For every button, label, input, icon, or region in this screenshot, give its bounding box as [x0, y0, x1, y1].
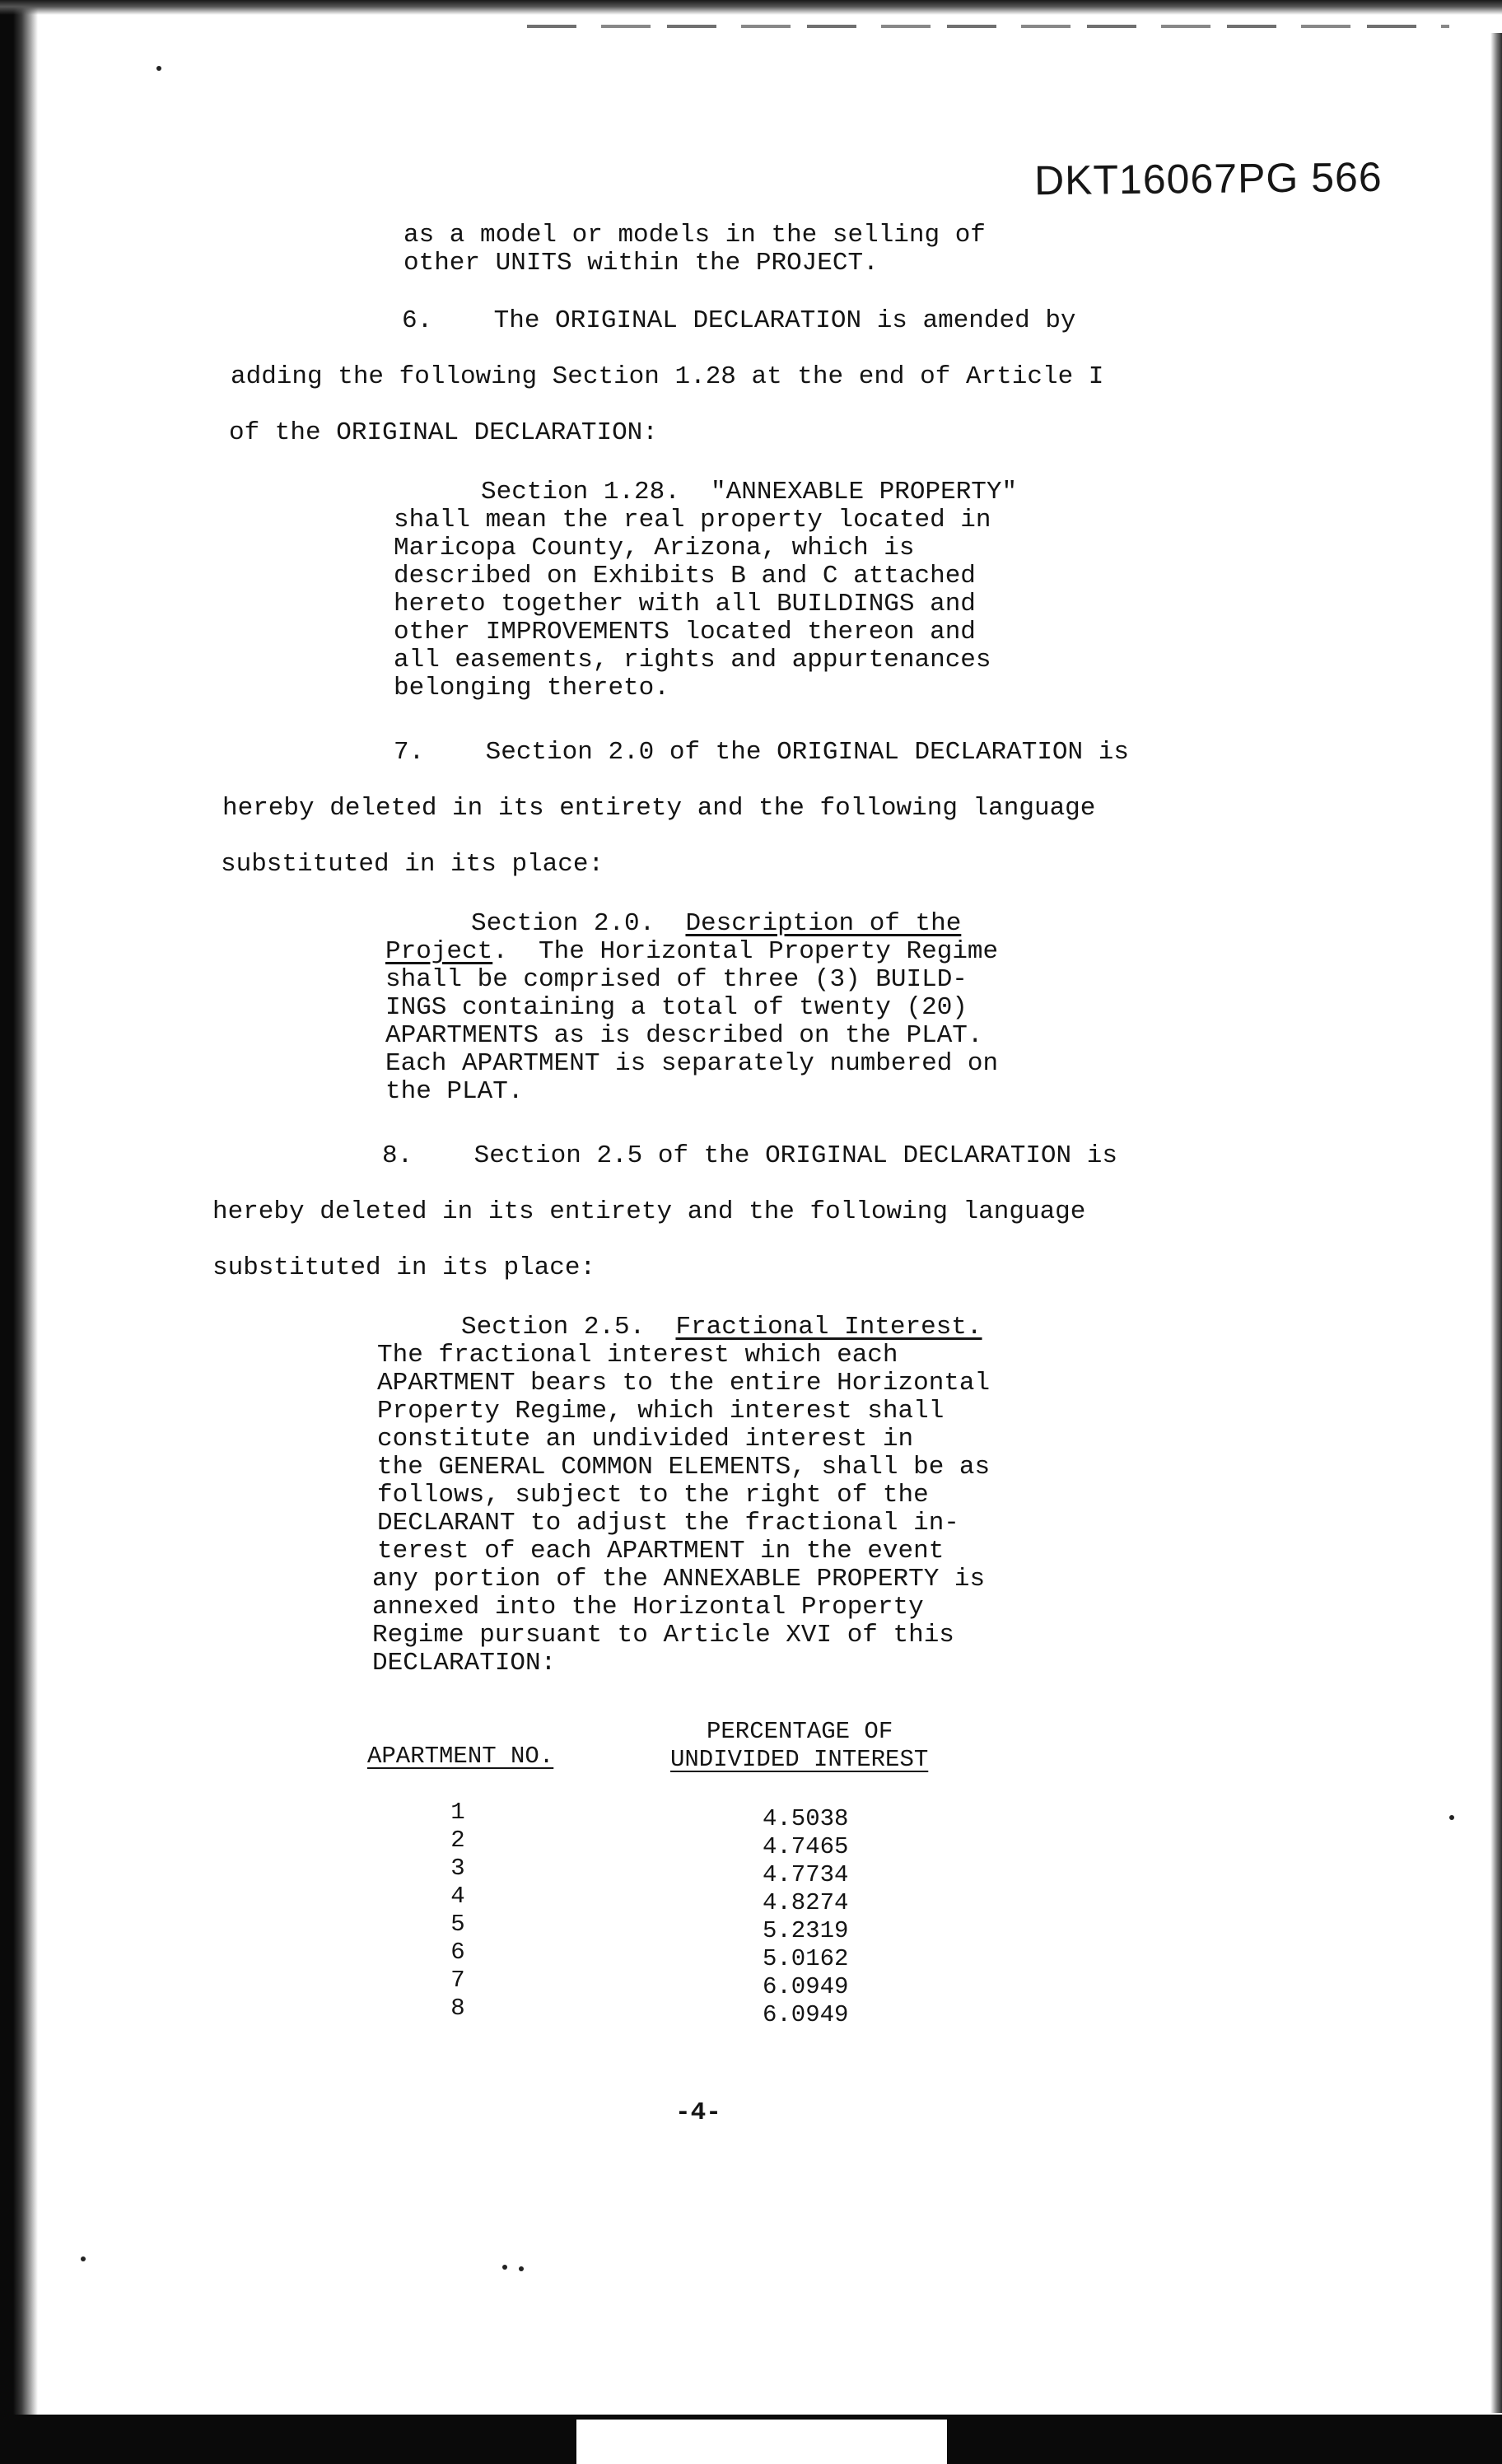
- section-1-28-quote: hereto together with all BUILDINGS and: [394, 590, 976, 618]
- interest-percentage: 4.5038: [763, 1805, 849, 1832]
- section-2-0-quote: the PLAT.: [385, 1077, 524, 1106]
- section-2-0-text: . The Horizontal Property Regime: [492, 937, 999, 966]
- scan-edge-bottom-gap: [576, 2420, 947, 2464]
- scan-speck: [81, 2256, 86, 2261]
- section-1-28-quote: Section 1.28. "ANNEXABLE PROPERTY": [481, 478, 1018, 506]
- section-2-0-quote: INGS containing a total of twenty (20): [385, 993, 968, 1022]
- interest-percentage: 4.7734: [763, 1861, 849, 1888]
- scan-edge-left: [0, 0, 38, 2464]
- section-2-5-quote: DECLARATION:: [372, 1649, 557, 1678]
- apartment-number: 3: [450, 1855, 465, 1882]
- interest-percentage: 6.0949: [763, 1973, 849, 2000]
- scan-streak-top: [527, 25, 1449, 28]
- paragraph-7-line: hereby deleted in its entirety and the following language: [222, 794, 1096, 823]
- table-header-undivided: UNDIVIDED INTEREST: [670, 1746, 929, 1773]
- paragraph-6-line: adding the following Section 1.28 at the end of Article I: [231, 362, 1104, 391]
- apartment-number: 6: [450, 1939, 465, 1966]
- paragraph-7-line: substituted in its place:: [221, 850, 604, 879]
- section-2-5-quote: Regime pursuant to Article XVI of this: [372, 1621, 954, 1650]
- section-2-0-quote: shall be comprised of three (3) BUILD-: [385, 965, 968, 994]
- table-header-percentage: PERCENTAGE OF: [707, 1718, 893, 1745]
- scan-speck: [519, 2266, 524, 2271]
- section-2-0-heading: Description of the: [685, 909, 962, 938]
- scan-speck: [156, 66, 161, 71]
- table-header-apartment: APARTMENT NO.: [367, 1743, 554, 1770]
- section-2-0-label: Section 2.0.: [471, 909, 686, 938]
- section-2-0-quote: Each APARTMENT is separately numbered on: [385, 1049, 999, 1078]
- section-2-5-label: Section 2.5.: [461, 1313, 676, 1342]
- paragraph-6-line: of the ORIGINAL DECLARATION:: [229, 418, 658, 447]
- interest-percentage: 6.0949: [763, 2001, 849, 2028]
- section-1-28-quote: shall mean the real property located in: [394, 506, 991, 534]
- apartment-number: 1: [450, 1799, 465, 1826]
- section-2-5-quote: constitute an undivided interest in: [377, 1425, 914, 1454]
- apartment-number: 7: [450, 1967, 465, 1994]
- section-1-28-quote: other IMPROVEMENTS located thereon and: [394, 618, 976, 646]
- apartment-number: 2: [450, 1827, 465, 1854]
- section-2-5-quote: any portion of the ANNEXABLE PROPERTY is: [372, 1565, 986, 1594]
- section-1-28-quote: Maricopa County, Arizona, which is: [394, 534, 915, 562]
- recording-stamp: DKT16067PG 566: [1033, 153, 1383, 204]
- apartment-number: 5: [450, 1911, 465, 1938]
- paragraph-8-line: substituted in its place:: [212, 1253, 596, 1282]
- paragraph-7-line: 7. Section 2.0 of the ORIGINAL DECLARATION is: [394, 738, 1129, 767]
- section-2-0-heading-cont: Project: [385, 937, 493, 966]
- section-2-5-quote: the GENERAL COMMON ELEMENTS, shall be as: [377, 1453, 991, 1482]
- scan-speck: [1449, 1815, 1454, 1820]
- interest-percentage: 5.0162: [763, 1945, 849, 1972]
- section-1-28-quote: all easements, rights and appurtenances: [394, 646, 991, 674]
- paragraph-6-line: 6. The ORIGINAL DECLARATION is amended by: [402, 306, 1076, 335]
- interest-percentage: 4.8274: [763, 1889, 849, 1916]
- section-2-5-quote: Property Regime, which interest shall: [377, 1397, 945, 1426]
- section-2-0-quote: [471, 909, 961, 939]
- apartment-number: 8: [450, 1995, 465, 2022]
- apartment-number: 4: [450, 1883, 465, 1910]
- scan-edge-top: [0, 0, 1502, 15]
- section-1-28-quote: belonging thereto.: [394, 674, 669, 702]
- section-2-5-heading: Fractional Interest.: [675, 1313, 982, 1342]
- text-line: other UNITS within the PROJECT.: [403, 249, 879, 278]
- text-line: as a model or models in the selling of: [403, 221, 986, 250]
- section-2-0-quote: [385, 937, 998, 967]
- section-2-5-quote: [461, 1313, 982, 1342]
- scan-speck: [502, 2265, 507, 2270]
- section-2-5-quote: DECLARANT to adjust the fractional in-: [377, 1509, 959, 1538]
- section-2-5-quote: The fractional interest which each: [377, 1341, 898, 1370]
- page-number: -4-: [675, 2098, 721, 2127]
- scan-edge-right: [1490, 33, 1502, 2413]
- section-2-5-quote: terest of each APARTMENT in the event: [377, 1537, 945, 1566]
- interest-percentage: 4.7465: [763, 1833, 849, 1860]
- section-2-0-quote: APARTMENTS as is described on the PLAT.: [385, 1021, 983, 1050]
- interest-percentage: 5.2319: [763, 1917, 849, 1944]
- section-2-5-quote: annexed into the Horizontal Property: [372, 1593, 924, 1622]
- section-2-5-quote: APARTMENT bears to the entire Horizontal: [377, 1369, 991, 1398]
- section-2-5-quote: follows, subject to the right of the: [377, 1481, 929, 1510]
- paragraph-8-line: 8. Section 2.5 of the ORIGINAL DECLARATION is: [382, 1141, 1117, 1170]
- section-1-28-quote: described on Exhibits B and C attached: [394, 562, 976, 590]
- paragraph-8-line: hereby deleted in its entirety and the following language: [212, 1197, 1086, 1226]
